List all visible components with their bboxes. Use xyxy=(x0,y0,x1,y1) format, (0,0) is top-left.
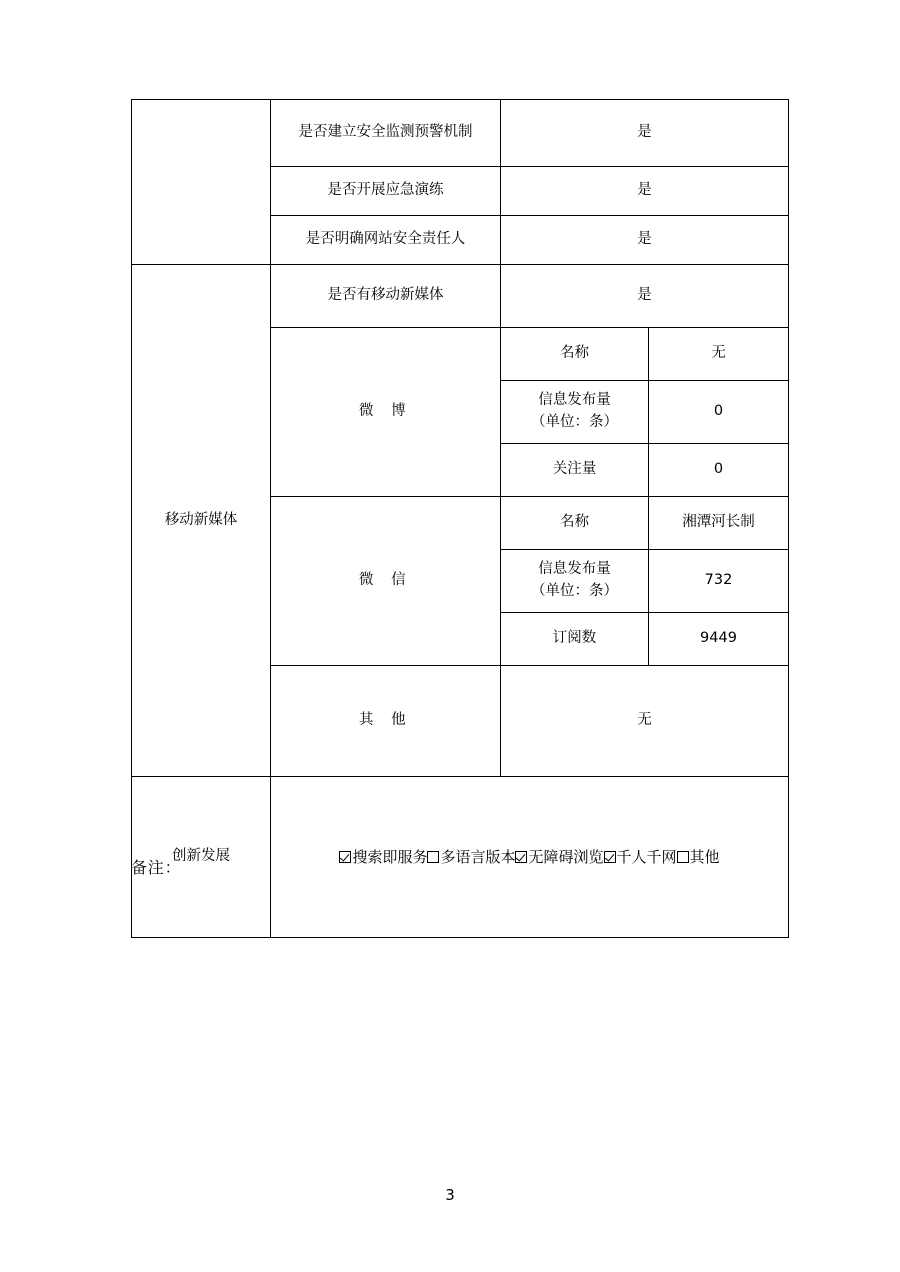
has-media-value: 是 xyxy=(501,265,789,328)
website-report-table xyxy=(131,99,789,938)
security-label-2: 是否开展应急演练 xyxy=(271,167,501,216)
innovation-option-label-3: 千人千网 xyxy=(616,847,677,866)
innovation-option-other[interactable] xyxy=(677,848,720,866)
weixin-posts-label-line2: （单位：条） xyxy=(531,583,618,599)
weixin-name-value: 湘潭河长制 xyxy=(649,497,789,550)
weixin-subscribers-value: 9449 xyxy=(649,613,789,666)
weixin-label: 微 信 xyxy=(271,497,501,666)
security-value-2: 是 xyxy=(501,167,789,216)
weibo-name-value: 无 xyxy=(649,328,789,381)
weibo-followers-label: 关注量 xyxy=(501,444,649,497)
innovation-option-label-1: 多语言版本 xyxy=(440,847,516,866)
weixin-posts-value: 732 xyxy=(649,550,789,613)
remark-label: 备注： xyxy=(131,858,182,877)
innovation-option-label-2: 无障碍浏览 xyxy=(528,847,604,866)
weibo-posts-label-line2: （单位：条） xyxy=(531,414,618,430)
has-media-label: 是否有移动新媒体 xyxy=(271,265,501,328)
weibo-label: 微 博 xyxy=(271,328,501,497)
innovation-options-cell xyxy=(271,777,789,938)
innovation-option-accessibility[interactable] xyxy=(515,848,603,866)
media-section-label: 移动新媒体 xyxy=(132,265,271,777)
innovation-option-label-0: 搜索即服务 xyxy=(352,847,428,866)
innovation-checkbox-list xyxy=(275,846,784,869)
weixin-posts-label xyxy=(501,550,649,613)
weibo-posts-label-line1: 信息发布量 xyxy=(538,392,611,409)
security-value-3: 是 xyxy=(501,216,789,265)
security-label-3: 是否明确网站安全责任人 xyxy=(271,216,501,265)
table-row xyxy=(132,777,789,938)
checkbox-checked-icon[interactable] xyxy=(604,851,616,863)
checkbox-empty-icon[interactable] xyxy=(677,851,689,863)
other-media-value: 无 xyxy=(501,666,789,777)
innovation-option-label-4: 其他 xyxy=(689,847,720,866)
weixin-name-label: 名称 xyxy=(501,497,649,550)
weibo-posts-value: 0 xyxy=(649,381,789,444)
other-media-label: 其 他 xyxy=(271,666,501,777)
table-row xyxy=(132,265,789,328)
security-value-1: 是 xyxy=(501,100,789,167)
checkbox-empty-icon[interactable] xyxy=(427,851,439,863)
page-number: 3 xyxy=(445,1186,455,1204)
innovation-option-personalized[interactable] xyxy=(604,848,677,866)
weibo-posts-label xyxy=(501,381,649,444)
checkbox-checked-icon[interactable] xyxy=(339,851,351,863)
weixin-posts-label-line1: 信息发布量 xyxy=(538,561,611,578)
checkbox-checked-icon[interactable] xyxy=(515,851,527,863)
table-row xyxy=(132,100,789,167)
security-section-cell xyxy=(132,100,271,265)
innovation-option-multilang[interactable] xyxy=(427,848,515,866)
security-label-1: 是否建立安全监测预警机制 xyxy=(271,100,501,167)
innovation-label: 创新发展 xyxy=(132,777,271,938)
weibo-followers-value: 0 xyxy=(649,444,789,497)
weixin-subscribers-label: 订阅数 xyxy=(501,613,649,666)
weibo-name-label: 名称 xyxy=(501,328,649,381)
innovation-option-search[interactable] xyxy=(339,848,427,866)
